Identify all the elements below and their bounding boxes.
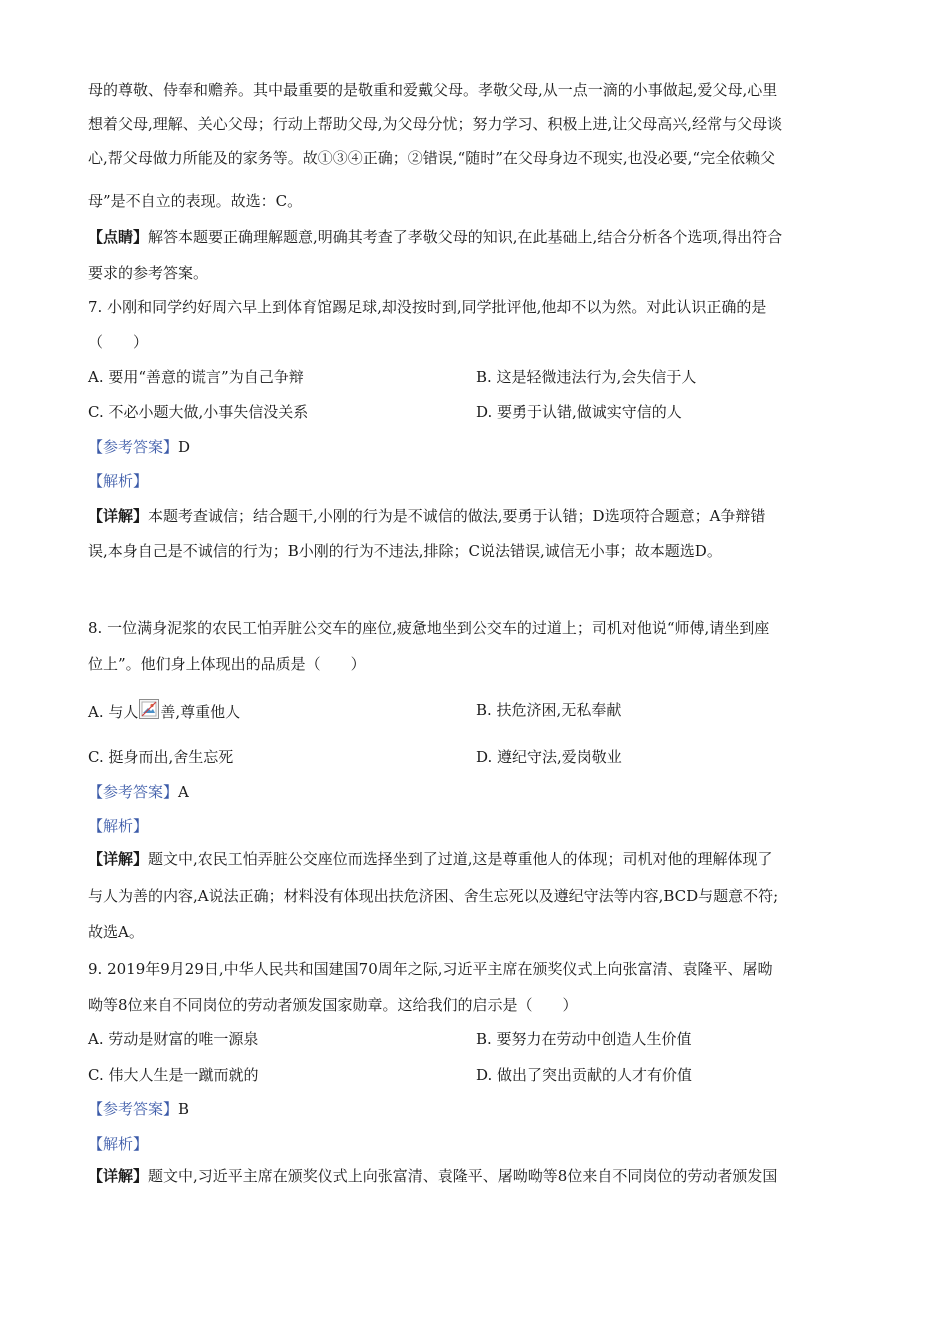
detail-tag: 【详解】 xyxy=(88,507,149,525)
q8-detail-line-1 xyxy=(88,848,773,870)
answer-tag: 【参考答案】 xyxy=(88,1100,179,1118)
answer-value: D xyxy=(178,438,191,456)
q9-detail-line-1 xyxy=(88,1165,777,1187)
q9-analysis-tag: 【解析】 xyxy=(88,1135,149,1153)
image-placeholder-icon xyxy=(139,699,159,719)
q6-analysis-line-3: 心,帮父母做力所能及的家务等。故①③④正确；②错误,“随时”在父母身边不现实,也没必要,“完全依赖父 xyxy=(88,149,776,167)
q6-dianjing-line-1 xyxy=(88,226,782,248)
q8-option-c: C. 挺身而出,舍生忘死 xyxy=(88,748,234,766)
q7-detail-line-1 xyxy=(88,505,765,527)
q9-stem-line-2: 呦等8位来自不同岗位的劳动者颁发国家勋章。这给我们的启示是（ ） xyxy=(88,996,578,1014)
q8-option-a-post: 善,尊重他人 xyxy=(160,703,241,721)
q9-option-a: A. 劳动是财富的唯一源泉 xyxy=(88,1030,259,1048)
q7-answer xyxy=(88,436,190,458)
detail-text: 题文中,农民工怕弄脏公交座位而选择坐到了过道,这是尊重他人的体现；司机对他的理解体现了 xyxy=(148,850,773,868)
q7-option-b: B. 这是轻微违法行为,会失信于人 xyxy=(476,368,697,386)
q9-stem-line-1: 9. 2019年9月29日,中华人民共和国建国70周年之际,习近平主席在颁奖仪式上向张富清、袁隆平、屠呦 xyxy=(88,960,773,978)
q8-option-d: D. 遵纪守法,爱岗敬业 xyxy=(476,748,622,766)
q9-option-c: C. 伟大人生是一蹴而就的 xyxy=(88,1066,259,1084)
q7-stem-line-1: 7. 小刚和同学约好周六早上到体育馆踢足球,却没按时到,同学批评他,他却不以为然。对此认识正确的是 xyxy=(88,298,767,316)
q9-option-d: D. 做出了突出贡献的人才有价值 xyxy=(476,1066,693,1084)
q6-dianjing-line-2: 要求的参考答案。 xyxy=(88,264,209,282)
answer-value: A xyxy=(178,783,189,801)
q9-option-b: B. 要努力在劳动中创造人生价值 xyxy=(476,1030,692,1048)
q7-option-c: C. 不必小题大做,小事失信没关系 xyxy=(88,403,309,421)
q8-stem-line-1: 8. 一位满身泥浆的农民工怕弄脏公交车的座位,疲惫地坐到公交车的过道上；司机对他说“师傅,请坐到座 xyxy=(88,619,770,637)
q7-option-a: A. 要用“善意的谎言”为自己争辩 xyxy=(88,368,304,386)
q8-detail-line-3: 故选A。 xyxy=(88,923,144,941)
q7-option-d: D. 要勇于认错,做诚实守信的人 xyxy=(476,403,682,421)
dianjing-tag: 【点睛】 xyxy=(88,228,149,246)
answer-tag: 【参考答案】 xyxy=(88,438,179,456)
detail-tag: 【详解】 xyxy=(88,850,149,868)
detail-tag: 【详解】 xyxy=(88,1167,149,1185)
q8-option-b: B. 扶危济困,无私奉献 xyxy=(476,701,622,719)
q8-option-a-pre: A. 与人 xyxy=(88,703,139,721)
q6-analysis-line-2: 想着父母,理解、关心父母；行动上帮助父母,为父母分忧；努力学习、积极上进,让父母高兴,经常与父母谈 xyxy=(88,115,783,133)
q9-answer xyxy=(88,1098,189,1120)
detail-text: 题文中,习近平主席在颁奖仪式上向张富清、袁隆平、屠呦呦等8位来自不同岗位的劳动者颁发国 xyxy=(148,1167,778,1185)
dianjing-text: 解答本题要正确理解题意,明确其考查了孝敬父母的知识,在此基础上,结合分析各个选项,得出符合 xyxy=(148,228,783,246)
q6-analysis-line-4: 母”是不自立的表现。故选：C。 xyxy=(88,192,303,210)
detail-text: 本题考查诚信；结合题干,小刚的行为是不诚信的做法,要勇于认错；D选项符合题意；A争辩错 xyxy=(148,507,766,525)
q8-detail-line-2: 与人为善的内容,A说法正确；材料没有体现出扶危济困、舍生忘死以及遵纪守法等内容,BCD与题意不符; xyxy=(88,887,779,905)
q8-analysis-tag: 【解析】 xyxy=(88,817,149,835)
q8-option-a xyxy=(88,699,240,723)
q7-analysis-tag: 【解析】 xyxy=(88,472,149,490)
answer-value: B xyxy=(178,1100,190,1118)
q6-analysis-line-1: 母的尊敬、侍奉和赡养。其中最重要的是敬重和爱戴父母。孝敬父母,从一点一滴的小事做起,爱父母,心里 xyxy=(88,81,778,99)
q7-detail-line-2: 误,本身自己是不诚信的行为；B小刚的行为不违法,排除；C说法错误,诚信无小事；故本题选D。 xyxy=(88,542,722,560)
q8-answer xyxy=(88,781,189,803)
q8-stem-line-2: 位上”。他们身上体现出的品质是（ ） xyxy=(88,655,366,673)
q7-stem-line-2: （ ） xyxy=(88,333,149,351)
answer-tag: 【参考答案】 xyxy=(88,783,179,801)
